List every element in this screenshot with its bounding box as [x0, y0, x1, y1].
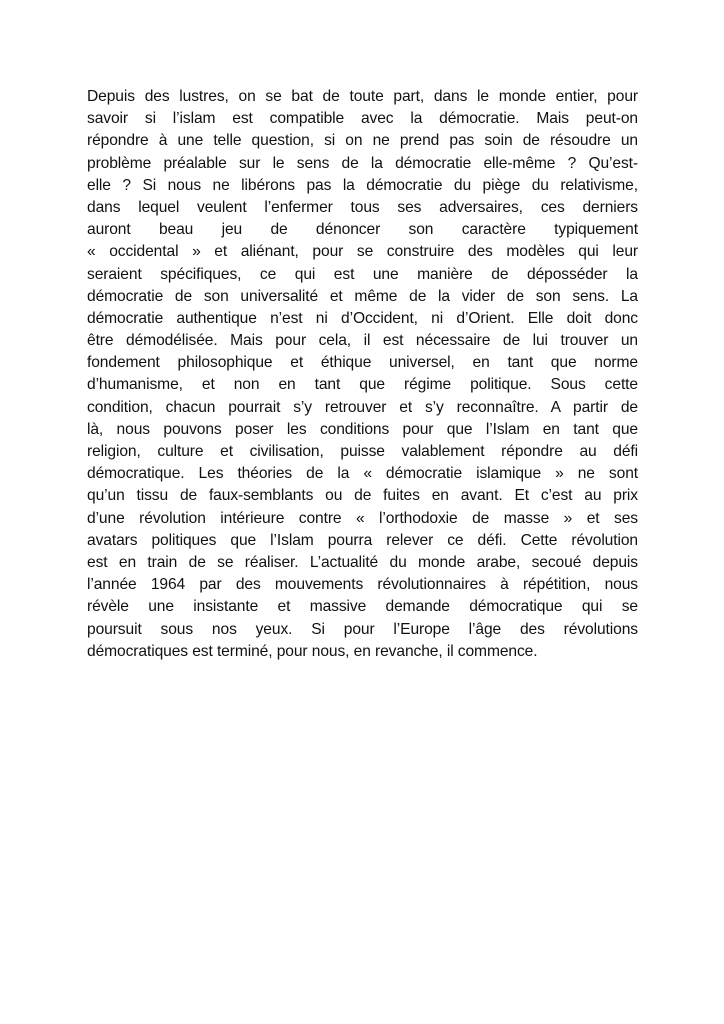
paragraph-line: religion, culture et civilisation, puisse valablement répondre au défi: [87, 443, 638, 460]
paragraph-line: Depuis des lustres, on se bat de toute part, dans le monde entier, pour: [87, 88, 638, 105]
paragraph-line: d’humanisme, et non en tant que régime politique. Sous cette: [87, 376, 638, 394]
paragraph-line: là, nous pouvons poser les conditions pour que l’Islam en tant que: [87, 420, 638, 438]
paragraph-line: avatars politiques que l’Islam pourra relever ce défi. Cette révolution: [87, 531, 638, 549]
paragraph-line: qu’un tissu de faux-semblants ou de fuites en avant. Et c’est au prix: [87, 487, 638, 505]
paragraph-line: révèle une insistante et massive demande démocratique qui se: [87, 598, 638, 616]
paragraph-line: auront beau jeu de dénoncer son caractère typiquement: [87, 221, 638, 239]
paragraph-line: démocratie de son universalité et même de la vider de son sens. La: [87, 287, 638, 305]
paragraph-line: « occidental » et aliénant, pour se construire des modèles qui leur: [87, 243, 638, 261]
paragraph-line: fondement philosophique et éthique universel, en tant que norme: [87, 354, 638, 372]
paragraph-line: condition, chacun pourrait s’y retrouver et s’y reconnaître. A partir de: [87, 398, 638, 416]
paragraph-line: elle ? Si nous ne libérons pas la démocratie du piège du relativisme,: [87, 176, 638, 194]
paragraph-line: démocratique. Les théories de la « démocratie islamique » ne sont: [87, 465, 638, 483]
body-paragraph: [87, 86, 638, 663]
paragraph-line: être démodélisée. Mais pour cela, il est nécessaire de lui trouver un: [87, 332, 638, 350]
paragraph-line: dans lequel veulent l’enfermer tous ses adversaires, ces derniers: [87, 198, 638, 216]
paragraph-line: est en train de se réaliser. L’actualité du monde arabe, secoué depuis: [87, 553, 638, 571]
paragraph-line: savoir si l’islam est compatible avec la démocratie. Mais peut-on: [87, 110, 638, 128]
paragraph-line: d’une révolution intérieure contre « l’orthodoxie de masse » et ses: [87, 509, 638, 527]
paragraph-line: problème préalable sur le sens de la démocratie elle-même ? Qu’est-: [87, 154, 638, 172]
paragraph-line: l’année 1964 par des mouvements révolutionnaires à répétition, nous: [87, 576, 638, 594]
paragraph-line: démocratiques est terminé, pour nous, en revanche, il commence.: [87, 642, 538, 660]
paragraph-line: poursuit sous nos yeux. Si pour l’Europe l’âge des révolutions: [87, 620, 638, 638]
paragraph-line: seraient spécifiques, ce qui est une manière de déposséder la: [87, 265, 638, 283]
paragraph-line: démocratie authentique n’est ni d’Occident, ni d’Orient. Elle doit donc: [87, 309, 638, 327]
paragraph-line: répondre à une telle question, si on ne prend pas soin de résoudre un: [87, 132, 638, 150]
